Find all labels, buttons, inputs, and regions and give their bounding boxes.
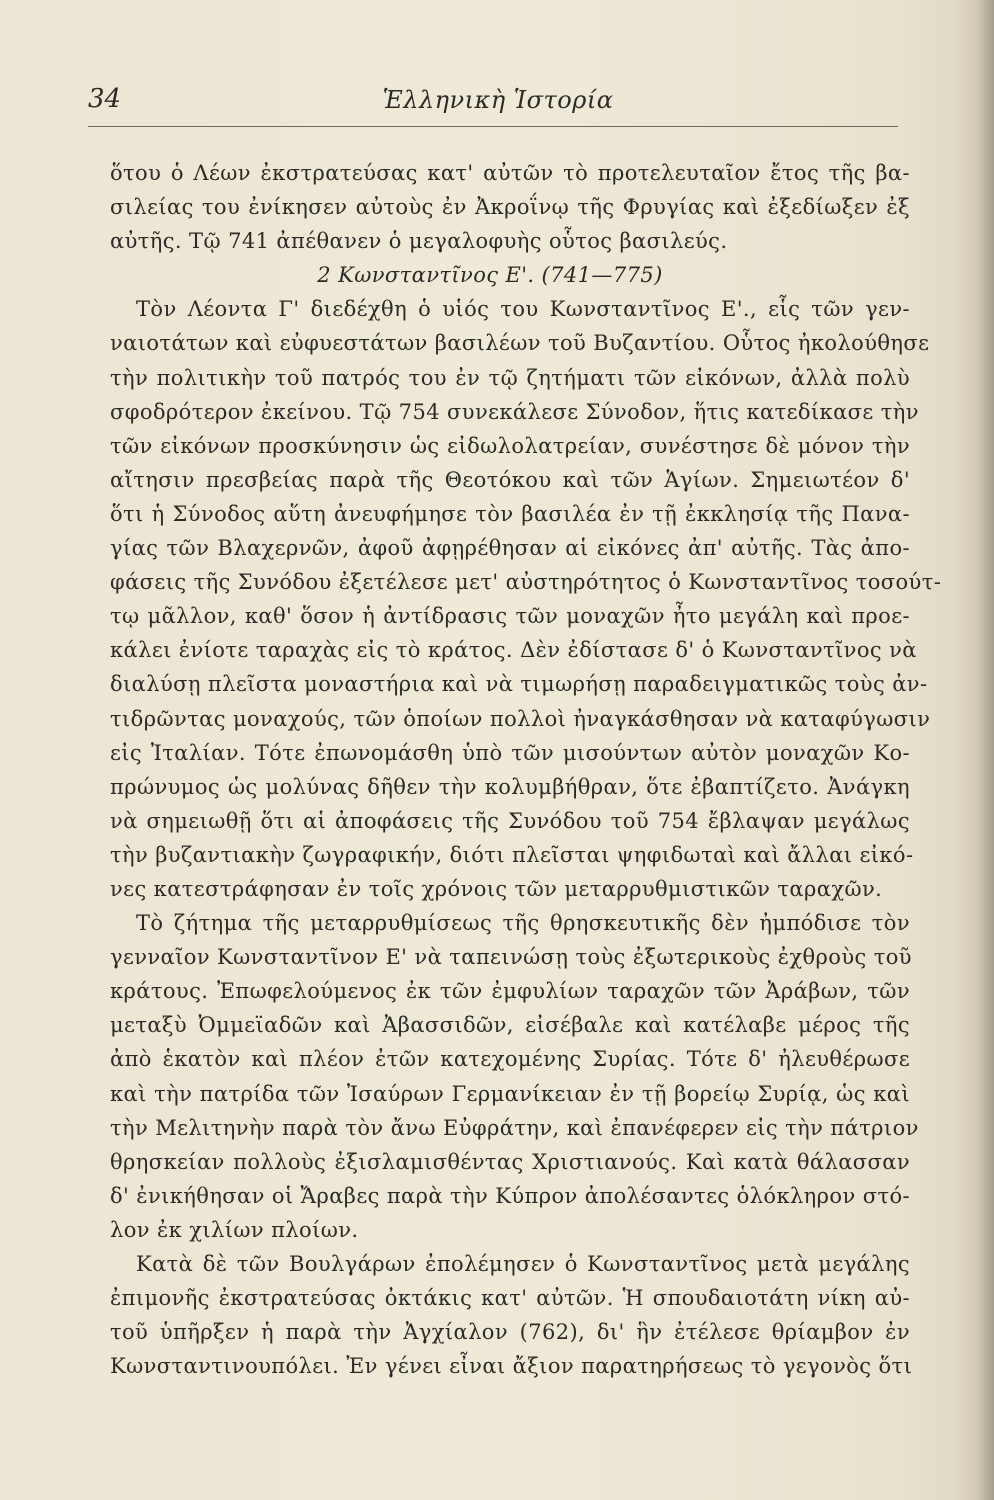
text-line: διαλύσῃ πλεῖστα μοναστήρια καὶ νὰ τιμωρήσῃ παραδειγματικῶς τοὺς ἀν- (110, 672, 928, 697)
text-line: εἰς Ἰταλίαν. Τότε ἐπωνομάσθη ὑπὸ τῶν μισούντων αὐτὸν μοναχῶν Κο- (110, 740, 910, 765)
text-line: τῶν εἰκόνων προσκύνησιν ὡς εἰδωλολατρείαν, συνέστησε δὲ μόνον τὴν (110, 433, 910, 458)
page-header (88, 84, 908, 124)
text-line: κράτους. Ἐπωφελούμενος ἐκ τῶν ἐμφυλίων ταραχῶν τῶν Ἀράβων, τῶν (110, 979, 910, 1004)
body-text (110, 156, 942, 1383)
text-line: τιδρῶντας μοναχούς, τῶν ὁποίων πολλοὶ ἠναγκάσθησαν νὰ καταφύγωσιν (110, 706, 931, 731)
text-line: ναιοτάτων καὶ εὐφυεστάτων βασιλέων τοῦ Βυζαντίου. Οὗτος ἠκολούθησε (110, 331, 930, 356)
text-line: νες κατεστράφησαν ἐν τοῖς χρόνοις τῶν μεταρρυθμιστικῶν ταραχῶν. (110, 876, 883, 901)
text-line: γενναῖον Κωνσταντῖνον Ε' νὰ ταπεινώσῃ τοὺς ἐξωτερικοὺς ἐχθροὺς τοῦ (110, 945, 912, 970)
text-line: Κατὰ δὲ τῶν Βουλγάρων ἐπολέμησεν ὁ Κωνσταντῖνος μετὰ μεγάλης (136, 1252, 910, 1276)
section-heading: 2 Κωνσταντῖνος Ε'. (741—775) (317, 263, 663, 288)
page-edge-shadow (954, 0, 994, 1500)
text-line: φάσεις τῆς Συνόδου ἐξετέλεσε μετ' αὐστηρότητος ὁ Κωνσταντῖνος τοσούτ- (110, 570, 942, 595)
text-line: τῳ μᾶλλον, καθ' ὅσον ἡ ἀντίδρασις τῶν μοναχῶν ἦτο μεγάλη καὶ προε- (110, 604, 910, 629)
text-line: τὴν πολιτικὴν τοῦ πατρός του ἐν τῷ ζητήματι τῶν εἰκόνων, ἀλλὰ πολὺ (110, 365, 910, 390)
text-line: Τὸ ζήτημα τῆς μεταρρυθμίσεως τῆς θρησκευτικῆς δὲν ἠμπόδισε τὸν (136, 911, 910, 936)
text-line: τὴν Μελιτηνὴν παρὰ τὸν ἄνω Εὐφράτην, καὶ ἐπανέφερεν εἰς τὴν πάτριον (110, 1115, 919, 1140)
text-line: νὰ σημειωθῇ ὅτι αἱ ἀποφάσεις τῆς Συνόδου τοῦ 754 ἔβλαψαν μεγάλως (110, 808, 910, 833)
running-head: Ἑλληνικὴ Ἱστορία (382, 86, 614, 114)
text-line: καὶ τὴν πατρίδα τῶν Ἰσαύρων Γερμανίκειαν ἐν τῇ βορείῳ Συρίᾳ, ὡς καὶ (110, 1081, 910, 1106)
page-number: 34 (88, 84, 122, 114)
text-line: γίας τῶν Βλαχερνῶν, ἀφοῦ ἀφῃρέθησαν αἱ εἰκόνες ἀπ' αὐτῆς. Τὰς ἀπο- (110, 536, 910, 561)
text-line: λον ἐκ χιλίων πλοίων. (110, 1217, 359, 1242)
text-line: σιλείας του ἐνίκησεν αὐτοὺς ἐν Ἀκροΐνῳ τῆς Φρυγίας καὶ ἐξεδίωξεν ἐξ (110, 195, 910, 220)
text-line: αἴτησιν πρεσβείας παρὰ τῆς Θεοτόκου καὶ τῶν Ἁγίων. Σημειωτέον δ' (110, 467, 910, 492)
header-rule (88, 126, 898, 127)
text-line: ἐπιμονῆς ἐκστρατεύσας ὀκτάκις κατ' αὐτῶν. Ἡ σπουδαιοτάτη νίκη αὐ- (110, 1286, 910, 1311)
text-line: πρώνυμος ὡς μολύνας δῆθεν τὴν κολυμβήθραν, ὅτε ἐβαπτίζετο. Ἀνάγκη (110, 774, 910, 799)
text-line: ὅτι ἡ Σύνοδος αὕτη ἀνευφήμησε τὸν βασιλέα ἐν τῇ ἐκκλησίᾳ τῆς Πανα- (110, 501, 910, 526)
text-line: κάλει ἐνίοτε ταραχὰς εἰς τὸ κράτος. Δὲν ἐδίστασε δ' ὁ Κωνσταντῖνος νὰ (110, 638, 917, 663)
text-line: τοῦ ὑπῆρξεν ἡ παρὰ τὴν Ἀγχίαλον (762), δι' ἣν ἐτέλεσε θρίαμβον ἐν (110, 1320, 910, 1345)
text-line: Κωνσταντινουπόλει. Ἐν γένει εἶναι ἄξιον παρατηρήσεως τὸ γεγονὸς ὅτι (110, 1354, 913, 1379)
text-line: ὅτου ὁ Λέων ἐκστρατεύσας κατ' αὐτῶν τὸ προτελευταῖον ἔτος τῆς βα- (110, 161, 910, 185)
text-line: δ' ἐνικήθησαν οἱ Ἄραβες παρὰ τὴν Κύπρον ἀπολέσαντες ὁλόκληρον στό- (110, 1183, 910, 1208)
text-line: Τὸν Λέοντα Γ' διεδέχθη ὁ υἱός του Κωνσταντῖνος Ε'., εἷς τῶν γεν- (136, 297, 910, 322)
text-line: σφοδρότερον ἐκείνου. Τῷ 754 συνεκάλεσε Σύνοδον, ἥτις κατεδίκασε τὴν (110, 399, 919, 424)
text-line: ἀπὸ ἑκατὸν καὶ πλέον ἐτῶν κατεχομένης Συρίας. Τότε δ' ἠλευθέρωσε (110, 1047, 910, 1072)
text-line: αὐτῆς. Τῷ 741 ἀπέθανεν ὁ μεγαλοφυὴς οὗτος βασιλεύς. (110, 229, 728, 254)
text-line: θρησκείαν πολλοὺς ἐξισλαμισθέντας Χριστιανούς. Καὶ κατὰ θάλασσαν (110, 1149, 910, 1174)
text-line: τὴν βυζαντιακὴν ζωγραφικήν, διότι πλεῖσται ψηφιδωταὶ καὶ ἄλλαι εἰκό- (110, 842, 914, 867)
text-line: μεταξὺ Ὀμμεϊαδῶν καὶ Ἀβασσιδῶν, εἰσέβαλε καὶ κατέλαβε μέρος τῆς (110, 1013, 910, 1038)
